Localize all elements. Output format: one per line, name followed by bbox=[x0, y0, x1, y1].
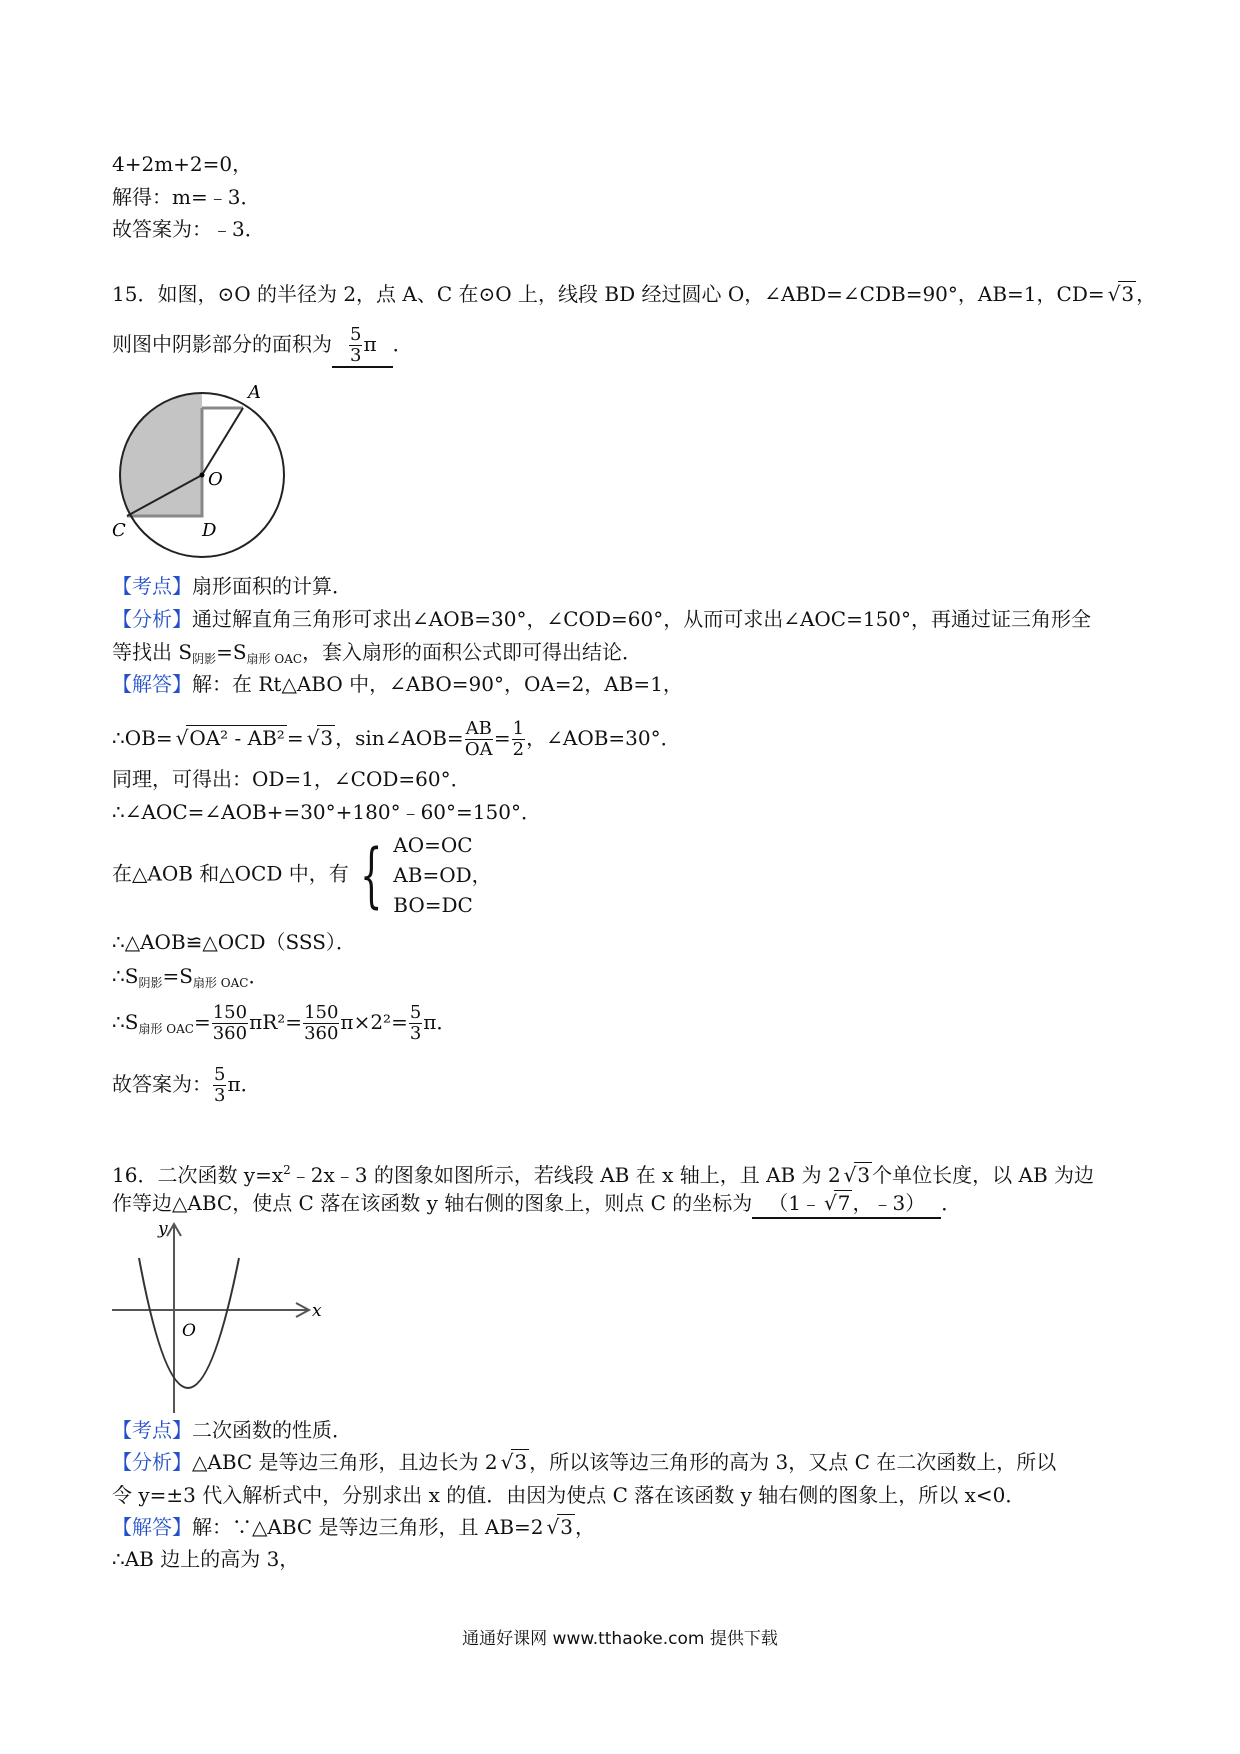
sub: 扇形 OAC bbox=[246, 652, 303, 666]
q15-jieda bbox=[112, 670, 683, 698]
label-o: O bbox=[182, 1321, 196, 1341]
q16-stem-2 bbox=[112, 1189, 961, 1219]
text: ∴OB= bbox=[112, 726, 173, 750]
sub: 阴影 bbox=[138, 976, 163, 990]
text: ∴S bbox=[112, 964, 139, 988]
answer-blank bbox=[752, 1189, 941, 1219]
num: 1 bbox=[512, 718, 525, 739]
text: ． bbox=[941, 1191, 962, 1215]
text: 通过解直角三角形可求出∠AOB=30°，∠COD=60°，从而可求出∠AOC=150°，再通过证三角形全 bbox=[192, 607, 1092, 631]
text: ． bbox=[248, 964, 269, 988]
label-c: C bbox=[112, 520, 126, 541]
q16-stem bbox=[112, 1156, 1094, 1189]
text-line: 令 y=±3 代入解析式中，分别求出 x 的值．由因为使点 C 落在该函数 y 轴右侧的图象上，所以 x<0． bbox=[112, 1483, 1026, 1507]
sqrt: √ 3 bbox=[854, 1162, 872, 1187]
q15-fenxi bbox=[112, 605, 1091, 633]
tag: 【解答】 bbox=[112, 1515, 192, 1539]
den: 2 bbox=[512, 739, 525, 760]
text: 解：∵△ABC 是等边三角形，且 AB=2 bbox=[192, 1515, 544, 1539]
eq: AO=OC bbox=[393, 833, 473, 857]
sqrt: √ 3 bbox=[1118, 281, 1136, 306]
text: =S bbox=[216, 640, 247, 664]
text: = bbox=[493, 726, 511, 750]
text: πR²= bbox=[249, 1010, 303, 1034]
label-a: A bbox=[248, 382, 261, 403]
text: = bbox=[193, 1010, 211, 1034]
tag: 【解答】 bbox=[112, 672, 192, 696]
sqrt: √ OA² - AB² bbox=[186, 725, 287, 750]
text: 15．如图，⊙O 的半径为 2，点 A、C 在⊙O 上，线段 BD 经过圆心 O，∠ABD=∠CDB=90°，AB=1，CD= bbox=[112, 282, 1105, 306]
text-line: ∴△AOB≌△OCD（SSS）． bbox=[112, 930, 356, 954]
tag: 【分析】 bbox=[112, 1450, 192, 1474]
num: 5 bbox=[409, 1002, 422, 1023]
text: ， bbox=[1136, 282, 1157, 306]
text: 则图中阴影部分的面积为 bbox=[112, 332, 332, 356]
footer: 通通好课网 www.tthaoke.com 提供下载 bbox=[462, 1629, 778, 1649]
den: 3 bbox=[350, 345, 362, 366]
text: ，套入扇形的面积公式即可得出结论． bbox=[302, 640, 643, 664]
den: 360 bbox=[304, 1023, 339, 1044]
text: ， bbox=[575, 1515, 596, 1539]
eq: BO=DC bbox=[393, 893, 473, 917]
eq: AB=OD， bbox=[393, 863, 492, 887]
text-line: ∴AB 边上的高为 3， bbox=[112, 1547, 300, 1571]
text: π． bbox=[423, 1010, 457, 1034]
q15-kaodian bbox=[112, 572, 352, 600]
sqrt: √ 7 bbox=[834, 1190, 852, 1215]
text: △ABC 是等边三角形，且边长为 2 bbox=[192, 1450, 498, 1474]
q16-jieda bbox=[112, 1513, 595, 1541]
text: 故答案为： bbox=[112, 1072, 212, 1096]
sub: 阴影 bbox=[192, 652, 217, 666]
den: 3 bbox=[214, 1085, 226, 1106]
sqrt: √ 3 bbox=[557, 1514, 575, 1539]
text: 解：在 Rt△ABO 中，∠ABO=90°，OA=2，AB=1， bbox=[192, 672, 683, 696]
text: 二次函数的性质． bbox=[192, 1418, 352, 1442]
text: π×2²= bbox=[340, 1010, 408, 1034]
tag: 【分析】 bbox=[112, 607, 192, 631]
tag: 【考点】 bbox=[112, 574, 192, 598]
text: π． bbox=[227, 1072, 261, 1096]
sub: 扇形 OAC bbox=[192, 976, 249, 990]
equation-system: { AO=OC AB=OD， BO=DC bbox=[349, 830, 492, 920]
q15-ob-line bbox=[112, 716, 681, 760]
num: 150 bbox=[212, 1002, 248, 1023]
sup: 2 bbox=[283, 1163, 291, 1177]
text-line: 4+2m+2=0， bbox=[112, 152, 253, 176]
q15-system bbox=[112, 830, 492, 920]
num: 150 bbox=[304, 1002, 339, 1023]
text-line: ∴∠AOC=∠AOB+=30°+180°﹣60°=150°． bbox=[112, 800, 541, 824]
den: OA bbox=[464, 739, 493, 760]
label-x: x bbox=[312, 1301, 322, 1321]
text: 个单位长度，以 AB 为边 bbox=[872, 1163, 1095, 1187]
text: ﹣2x﹣3 的图象如图所示，若线段 AB 在 x 轴上，且 AB 为 2 bbox=[290, 1163, 841, 1187]
text: ，﹣3） bbox=[852, 1191, 926, 1215]
label-o: O bbox=[208, 469, 223, 490]
q15-stem-2 bbox=[112, 325, 413, 368]
q15-stem bbox=[112, 280, 1156, 308]
label-y: y bbox=[158, 1219, 168, 1239]
text-line: 故答案为：﹣3． bbox=[112, 217, 265, 241]
text-line: 同理，可得出：OD=1，∠COD=60°． bbox=[112, 767, 471, 791]
text: ∴S bbox=[112, 1010, 139, 1034]
q16-fenxi bbox=[112, 1448, 1056, 1476]
sqrt: √ 3 bbox=[511, 1449, 529, 1474]
tag: 【考点】 bbox=[112, 1418, 192, 1442]
text: ，∠AOB=30°． bbox=[526, 726, 681, 750]
den: 360 bbox=[212, 1023, 248, 1044]
text: 扇形面积的计算． bbox=[192, 574, 352, 598]
num: 5 bbox=[214, 1064, 226, 1085]
sub: 扇形 OAC bbox=[138, 1022, 194, 1036]
text: ． bbox=[392, 332, 413, 356]
parabola-figure bbox=[112, 1218, 322, 1418]
text: 作等边△ABC，使点 C 落在该函数 y 轴右侧的图象上，则点 C 的坐标为 bbox=[112, 1191, 753, 1215]
text: 16．二次函数 y=x bbox=[112, 1163, 284, 1187]
num: 5 bbox=[350, 324, 362, 345]
num: AB bbox=[465, 718, 492, 739]
sqrt: √ 3 bbox=[317, 725, 335, 750]
circle-figure bbox=[112, 380, 292, 565]
q15-fenxi-2 bbox=[112, 638, 642, 673]
q16-kaodian bbox=[112, 1416, 352, 1444]
text: = bbox=[286, 726, 304, 750]
label-d: D bbox=[202, 520, 217, 541]
q15-s-line bbox=[112, 962, 268, 997]
text: 等找出 S bbox=[112, 640, 193, 664]
q15-answer bbox=[112, 1062, 261, 1106]
text: =S bbox=[162, 964, 193, 988]
text-line: 解得：m=﹣3． bbox=[112, 185, 261, 209]
text: 在△AOB 和△OCD 中，有 bbox=[112, 861, 349, 886]
answer-blank bbox=[332, 325, 393, 368]
text: ，所以该等边三角形的高为 3，又点 C 在二次函数上，所以 bbox=[529, 1450, 1057, 1474]
pi: π bbox=[363, 332, 377, 356]
den: 3 bbox=[409, 1023, 422, 1044]
q15-area-line bbox=[112, 1000, 456, 1051]
text: （1﹣ bbox=[768, 1191, 821, 1215]
text: ，sin∠AOB= bbox=[335, 726, 464, 750]
